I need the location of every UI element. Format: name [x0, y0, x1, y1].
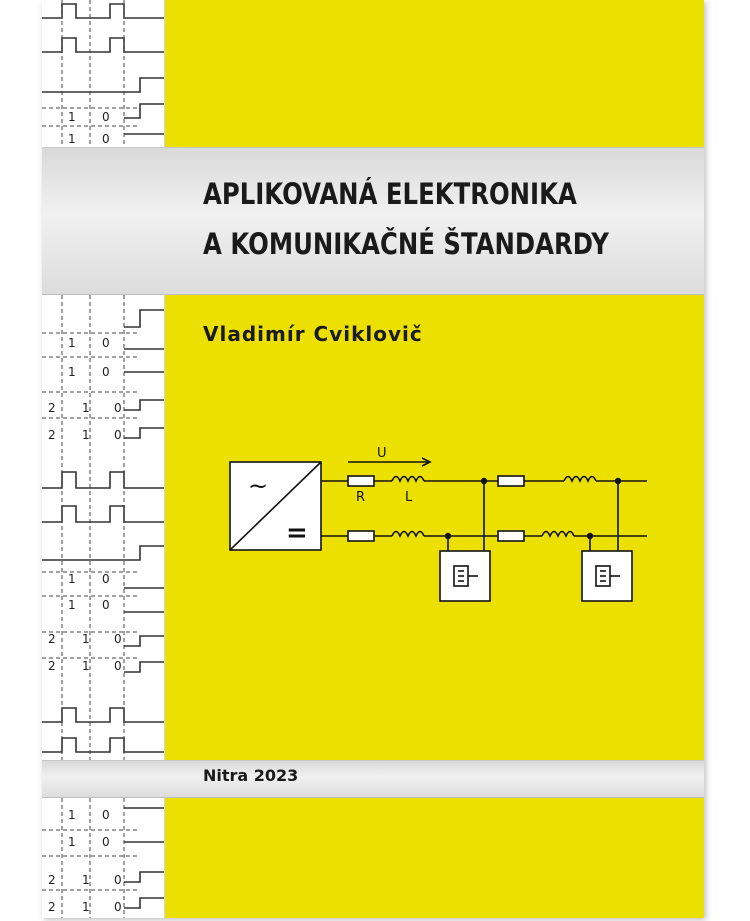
bit-label: 0 [114, 632, 122, 646]
bit-label: 1 [82, 873, 90, 887]
bit-label: 0 [102, 132, 110, 146]
bit-label: 0 [114, 659, 122, 673]
bit-label: 0 [102, 808, 110, 822]
bit-label: 0 [114, 401, 122, 415]
publication-place-year: Nitra 2023 [203, 766, 299, 785]
book-cover [42, 0, 704, 918]
book-title-line-2: A KOMUNIKAČNÉ ŠTANDARDY [203, 227, 609, 261]
bit-label: 1 [68, 598, 76, 612]
bit-label: 1 [68, 808, 76, 822]
bit-label: 0 [102, 572, 110, 586]
bit-label: 2 [48, 873, 56, 887]
bit-label: 1 [82, 401, 90, 415]
junction-dot [445, 533, 451, 539]
bit-label: 1 [82, 428, 90, 442]
book-title-line-1: APLIKOVANÁ ELEKTRONIKA [203, 177, 577, 211]
bit-label: 1 [68, 835, 76, 849]
book-author: Vladimír Cviklovič [203, 322, 423, 346]
inductor-bottom-1 [392, 532, 424, 537]
inductor-top-2 [564, 477, 596, 482]
resistor-top-1 [348, 476, 374, 486]
bit-label: 1 [68, 336, 76, 350]
bit-label: 1 [68, 132, 76, 146]
resistor-top-2 [498, 476, 524, 486]
junction-dot [587, 533, 593, 539]
bit-label: 1 [68, 110, 76, 124]
voltage-label: U [377, 446, 387, 461]
bit-label: 0 [114, 873, 122, 887]
bit-label: 1 [82, 632, 90, 646]
bit-label: 0 [102, 336, 110, 350]
bit-label: 0 [102, 835, 110, 849]
junction-dot [615, 478, 621, 484]
circuit-diagram [42, 0, 704, 918]
bit-label: 1 [68, 572, 76, 586]
inductor-label: L [405, 490, 413, 505]
bit-label: 2 [48, 428, 56, 442]
bit-label: 2 [48, 659, 56, 673]
inductor-top-1 [392, 477, 424, 482]
ac-symbol: ~ [248, 472, 269, 500]
junction-dot [481, 478, 487, 484]
dc-symbol: = [286, 518, 308, 548]
bit-label: 2 [48, 632, 56, 646]
bit-label: 1 [68, 365, 76, 379]
bit-label: 2 [48, 900, 56, 914]
bit-label: 1 [82, 900, 90, 914]
bit-label: 0 [102, 365, 110, 379]
resistor-bottom-1 [348, 531, 374, 541]
bit-label: 0 [102, 110, 110, 124]
bit-label: 1 [82, 659, 90, 673]
resistor-bottom-2 [498, 531, 524, 541]
inductor-bottom-2 [542, 532, 574, 537]
bit-label: 2 [48, 401, 56, 415]
bit-label: 0 [114, 900, 122, 914]
bit-label: 0 [102, 598, 110, 612]
bit-label: 0 [114, 428, 122, 442]
resistor-label: R [356, 490, 366, 505]
